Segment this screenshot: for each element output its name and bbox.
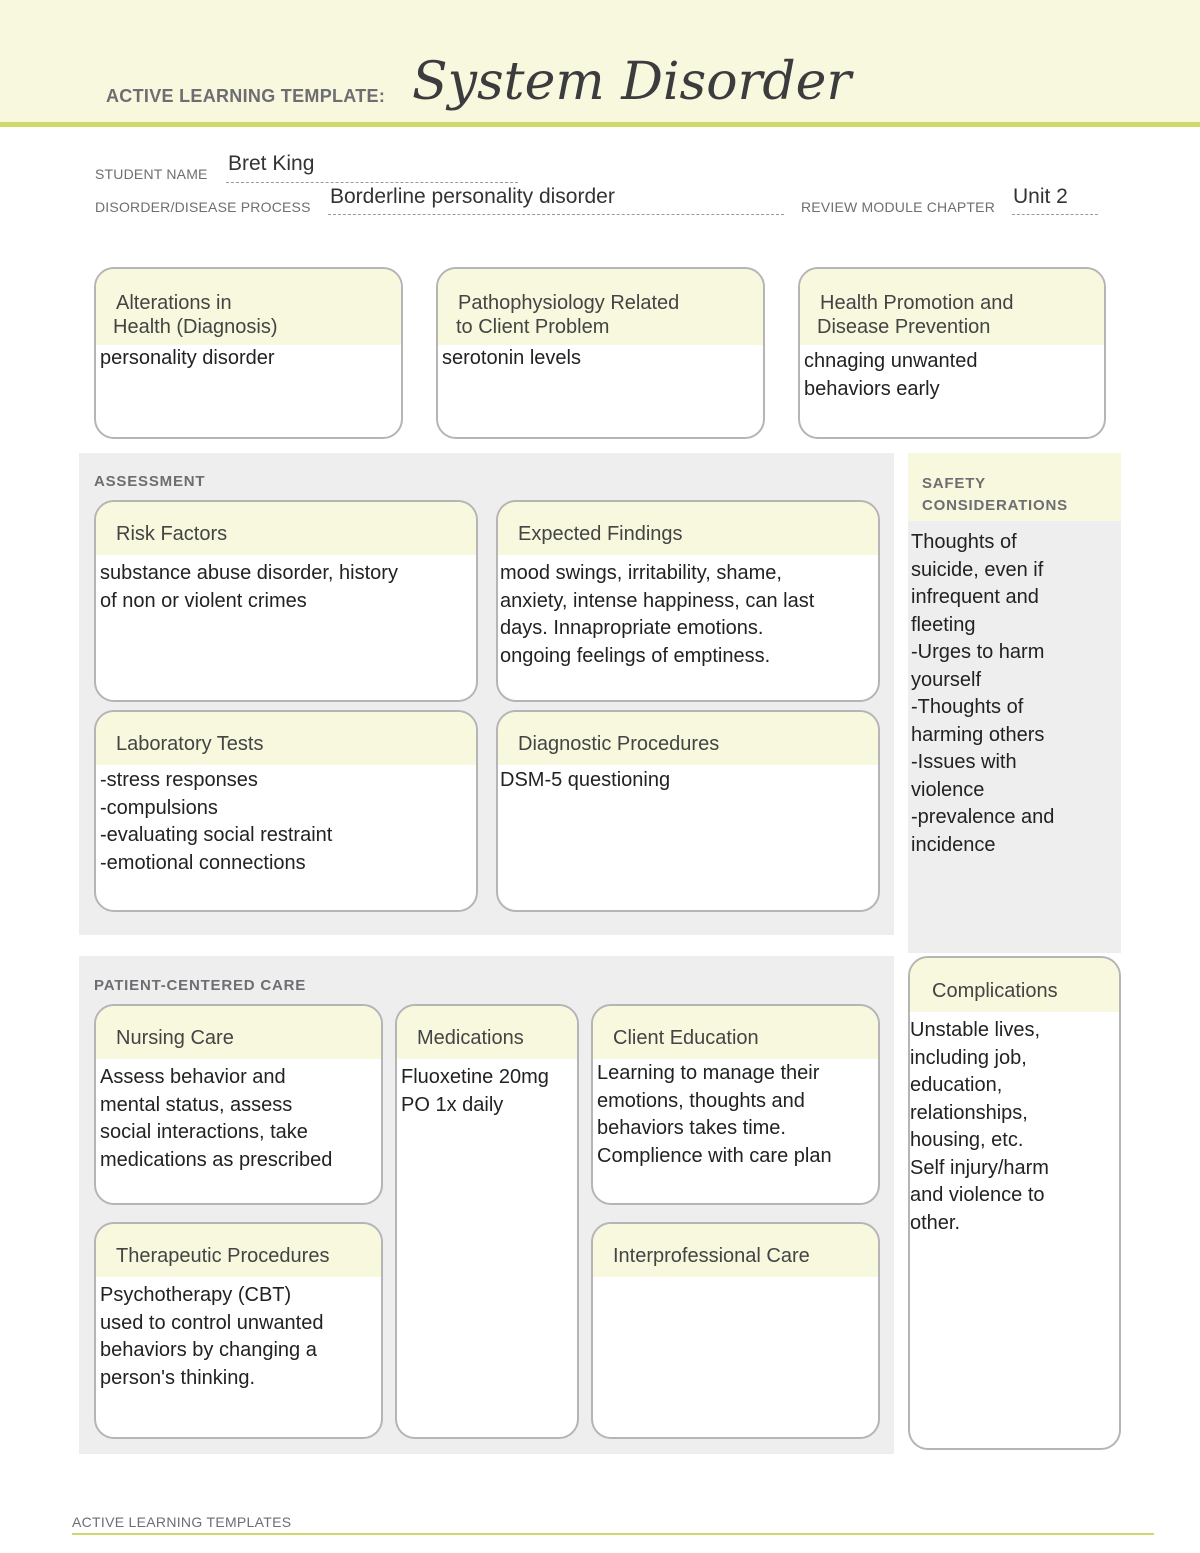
diagnostic-procedures-title: Diagnostic Procedures — [498, 712, 878, 765]
student-name-line — [226, 182, 518, 183]
nursing-care-body[interactable]: Assess behavior and mental status, assess social interactions, take medications as prescribed — [100, 1066, 333, 1171]
pathophysiology-body[interactable]: serotonin levels — [442, 347, 581, 369]
module-field[interactable]: Unit 2 — [1013, 185, 1068, 208]
pathophysiology-title: Pathophysiology Related to Client Problem — [438, 269, 763, 345]
health-promotion-box — [798, 267, 1106, 439]
risk-factors-body[interactable]: substance abuse disorder, history of non or violent crimes — [100, 562, 398, 612]
client-education-title: Client Education — [593, 1006, 878, 1059]
alterations-in-health-box — [94, 267, 403, 439]
footer-divider — [72, 1533, 1154, 1535]
module-label: REVIEW MODULE CHAPTER — [801, 199, 995, 215]
disorder-field[interactable]: Borderline personality disorder — [330, 185, 615, 208]
risk-factors-title: Risk Factors — [96, 502, 476, 555]
assessment-label: ASSESSMENT — [94, 473, 206, 490]
template-label: ACTIVE LEARNING TEMPLATE: — [106, 86, 386, 106]
risk-factors-box — [94, 500, 478, 702]
interprofessional-care-box — [591, 1222, 880, 1439]
medications-box — [395, 1004, 579, 1439]
client-education-body[interactable]: Learning to manage their emotions, thoughts and behaviors takes time. Complience with care plan — [597, 1062, 832, 1167]
laboratory-tests-box — [94, 710, 478, 912]
expected-findings-box — [496, 500, 880, 702]
safety-body[interactable]: Thoughts of suicide, even if infrequent and fleeting -Urges to harm yourself -Thoughts of harming others -Issues with violence -prevalence and incidence — [911, 531, 1055, 856]
student-name-field[interactable]: Bret King — [228, 152, 315, 175]
alterations-in-health-title: Alterations in Health (Diagnosis) — [96, 269, 401, 345]
health-promotion-title: Health Promotion and Disease Prevention — [800, 269, 1104, 345]
expected-findings-body[interactable]: mood swings, irritability, shame, anxiety, intense happiness, can last days. Innapropriate emotions. ongoing feelings of emptiness. — [500, 562, 815, 667]
laboratory-tests-body[interactable]: -stress responses -compulsions -evaluating social restraint -emotional connections — [100, 769, 333, 874]
expected-findings-title: Expected Findings — [498, 502, 878, 555]
therapeutic-procedures-title: Therapeutic Procedures — [96, 1224, 381, 1277]
medications-title: Medications — [397, 1006, 577, 1059]
nursing-care-box — [94, 1004, 383, 1205]
disorder-line — [328, 214, 784, 215]
safety-label: SAFETY CONSIDERATIONS — [922, 475, 1068, 514]
therapeutic-procedures-body[interactable]: Psychotherapy (CBT) used to control unwanted behaviors by changing a person's thinking. — [100, 1284, 324, 1389]
nursing-care-title: Nursing Care — [96, 1006, 381, 1059]
complications-body[interactable]: Unstable lives, including job, education, relationships, housing, etc. Self injury/harm and violence to other. — [910, 1019, 1049, 1234]
interprofessional-care-title: Interprofessional Care — [593, 1224, 878, 1277]
health-promotion-body[interactable]: chnaging unwanted behaviors early — [804, 350, 978, 400]
complications-box — [908, 956, 1121, 1450]
alterations-in-health-body[interactable]: personality disorder — [100, 347, 275, 369]
medications-body[interactable]: Fluoxetine 20mg PO 1x daily — [401, 1066, 549, 1116]
module-line — [1012, 214, 1098, 215]
laboratory-tests-title: Laboratory Tests — [96, 712, 476, 765]
patient-centered-care-label: PATIENT-CENTERED CARE — [94, 977, 307, 994]
client-education-box — [591, 1004, 880, 1205]
therapeutic-procedures-box — [94, 1222, 383, 1439]
disorder-label: DISORDER/DISEASE PROCESS — [95, 199, 311, 215]
complications-title: Complications — [910, 958, 1119, 1012]
footer-label: ACTIVE LEARNING TEMPLATES — [72, 1514, 292, 1530]
diagnostic-procedures-box — [496, 710, 880, 912]
diagnostic-procedures-body[interactable]: DSM-5 questioning — [500, 769, 671, 791]
student-name-label: STUDENT NAME — [95, 166, 208, 182]
pathophysiology-box — [436, 267, 765, 439]
header-divider — [0, 122, 1200, 127]
interprofessional-care-body[interactable] — [593, 1277, 878, 1285]
page-title: System Disorder — [412, 52, 852, 112]
